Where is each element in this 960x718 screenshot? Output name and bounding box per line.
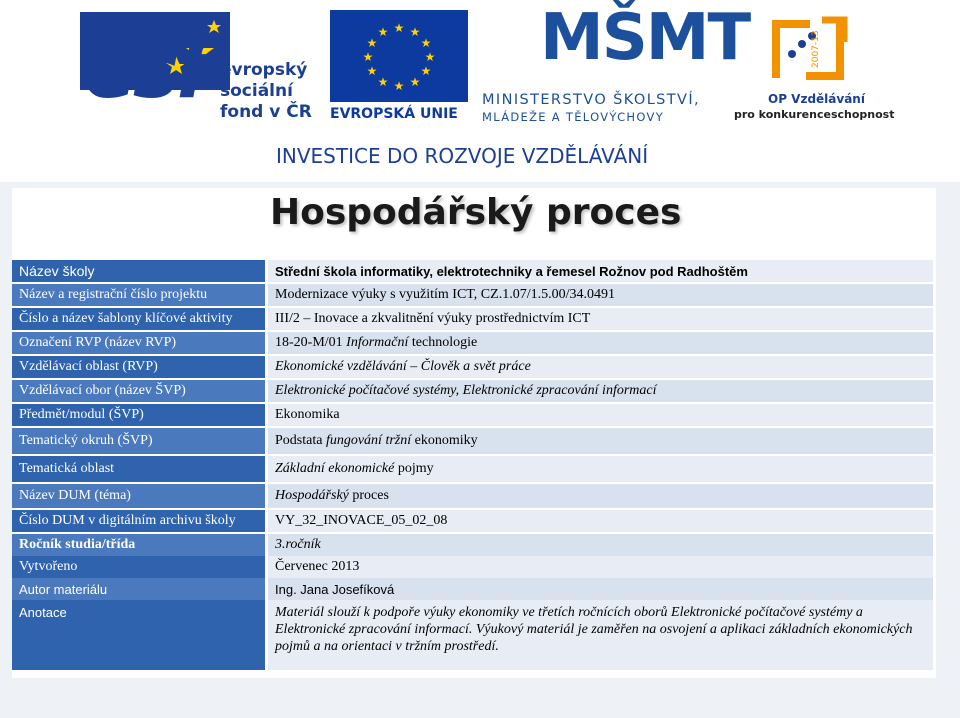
svg-text:★: ★ [377,25,389,39]
svg-text:★: ★ [420,36,432,50]
table-row [12,356,933,378]
row-label: Číslo DUM v digitálním archivu školy [12,510,265,532]
svg-text:★: ★ [377,75,389,89]
row-value: 18-20-M/01 Informační technologie [268,332,933,354]
row-value: Základní ekonomické pojmy [268,456,933,482]
row-label: Anotace [12,600,265,670]
row-label: Tematický okruh (ŠVP) [12,428,265,454]
table-row [12,284,933,306]
row-value: III/2 – Inovace a zkvalitnění výuky prostřednictvím ICT [268,308,933,330]
svg-text:2007-13: 2007-13 [811,30,821,68]
table-row [12,456,933,482]
row-value: Ing. Jana Josefíková [268,578,933,600]
op-caption-2: pro konkurenceschopnost [734,108,895,121]
svg-text:★: ★ [409,75,421,89]
table-row [12,380,933,402]
row-label: Název školy [12,260,265,282]
logo-band [0,0,960,180]
row-label: Vzdělávací oblast (RVP) [12,356,265,378]
table-row [12,578,933,600]
row-label: Název a registrační číslo projektu [12,284,265,306]
op-caption-1: OP Vzdělávání [768,92,865,106]
msmt-mark: MŠMT [540,1,750,75]
eu-flag-icon [330,10,468,102]
row-value: Ekonomika [268,404,933,426]
eu-logo [330,10,475,128]
table-row [12,260,933,282]
svg-text:★: ★ [420,64,432,78]
svg-text:★: ★ [366,36,378,50]
row-value: Ekonomické vzdělávání – Člověk a svět práce [268,356,933,378]
table-row [12,428,933,454]
svg-text:★: ★ [393,79,405,93]
row-value: Střední škola informatiky, elektrotechniky a řemesel Rožnov pod Radhoštěm [268,260,933,282]
row-value: Elektronické počítačové systémy, Elektronické zpracování informací [268,380,933,402]
row-value: VY_32_INOVACE_05_02_08 [268,510,933,532]
table-row [12,404,933,426]
table-row [12,510,933,532]
op-logo [728,14,893,126]
row-value: Materiál slouží k podpoře výuky ekonomiky ve třetích ročnících oborů Elektronické počítačové systémy a Elektronické zpracování informací. Výukový materiál je zaměřen na osvojení a aplikaci základních ekonomických pojmů a na orientaci v tržním prostředí. [268,600,933,670]
row-value: Modernizace výuky s využitím ICT, CZ.1.07/1.5.00/34.0491 [268,284,933,306]
row-value: Červenec 2013 [268,556,933,578]
svg-text:★: ★ [362,50,374,64]
page-title: Hospodářský proces [270,192,682,233]
row-label: Označení RVP (název RVP) [12,332,265,354]
row-label: Číslo a název šablony klíčové aktivity [12,308,265,330]
row-label: Vzdělávací obor (název ŠVP) [12,380,265,402]
project-tagline: INVESTICE DO ROZVOJE VZDĚLÁVÁNÍ [276,144,649,168]
row-label: Název DUM (téma) [12,484,265,508]
msmt-caption-2: MLÁDEŽE A TĚLOVÝCHOVY [482,110,665,124]
row-value: Hospodářský proces [268,484,933,508]
svg-text:★: ★ [409,25,421,39]
esf-letters: esf [84,26,206,116]
msmt-logo [480,1,750,126]
row-label: Autor materiálu [12,578,265,600]
row-label: Tematická oblast [12,456,265,482]
row-value: Podstata fungování tržní ekonomiky [268,428,933,454]
svg-text:★: ★ [393,21,405,35]
op-emblem-icon [766,14,850,86]
row-label: Ročník studia/třída [12,534,265,556]
table-row [12,600,933,670]
row-label: Předmět/modul (ŠVP) [12,404,265,426]
table-row [12,308,933,330]
svg-text:★: ★ [424,50,436,64]
table-row [12,534,933,556]
table-row [12,484,933,508]
row-label: Vytvořeno [12,556,265,578]
table-row [12,556,933,578]
table-row [12,332,933,354]
row-value: 3.ročník [268,534,933,556]
svg-text:★: ★ [366,64,378,78]
msmt-caption-1: MINISTERSTVO ŠKOLSTVÍ, [482,92,701,108]
esf-logo [80,12,330,132]
esf-caption: evropský sociální fond v ČR [220,60,312,122]
eu-caption: EVROPSKÁ UNIE [330,106,458,122]
